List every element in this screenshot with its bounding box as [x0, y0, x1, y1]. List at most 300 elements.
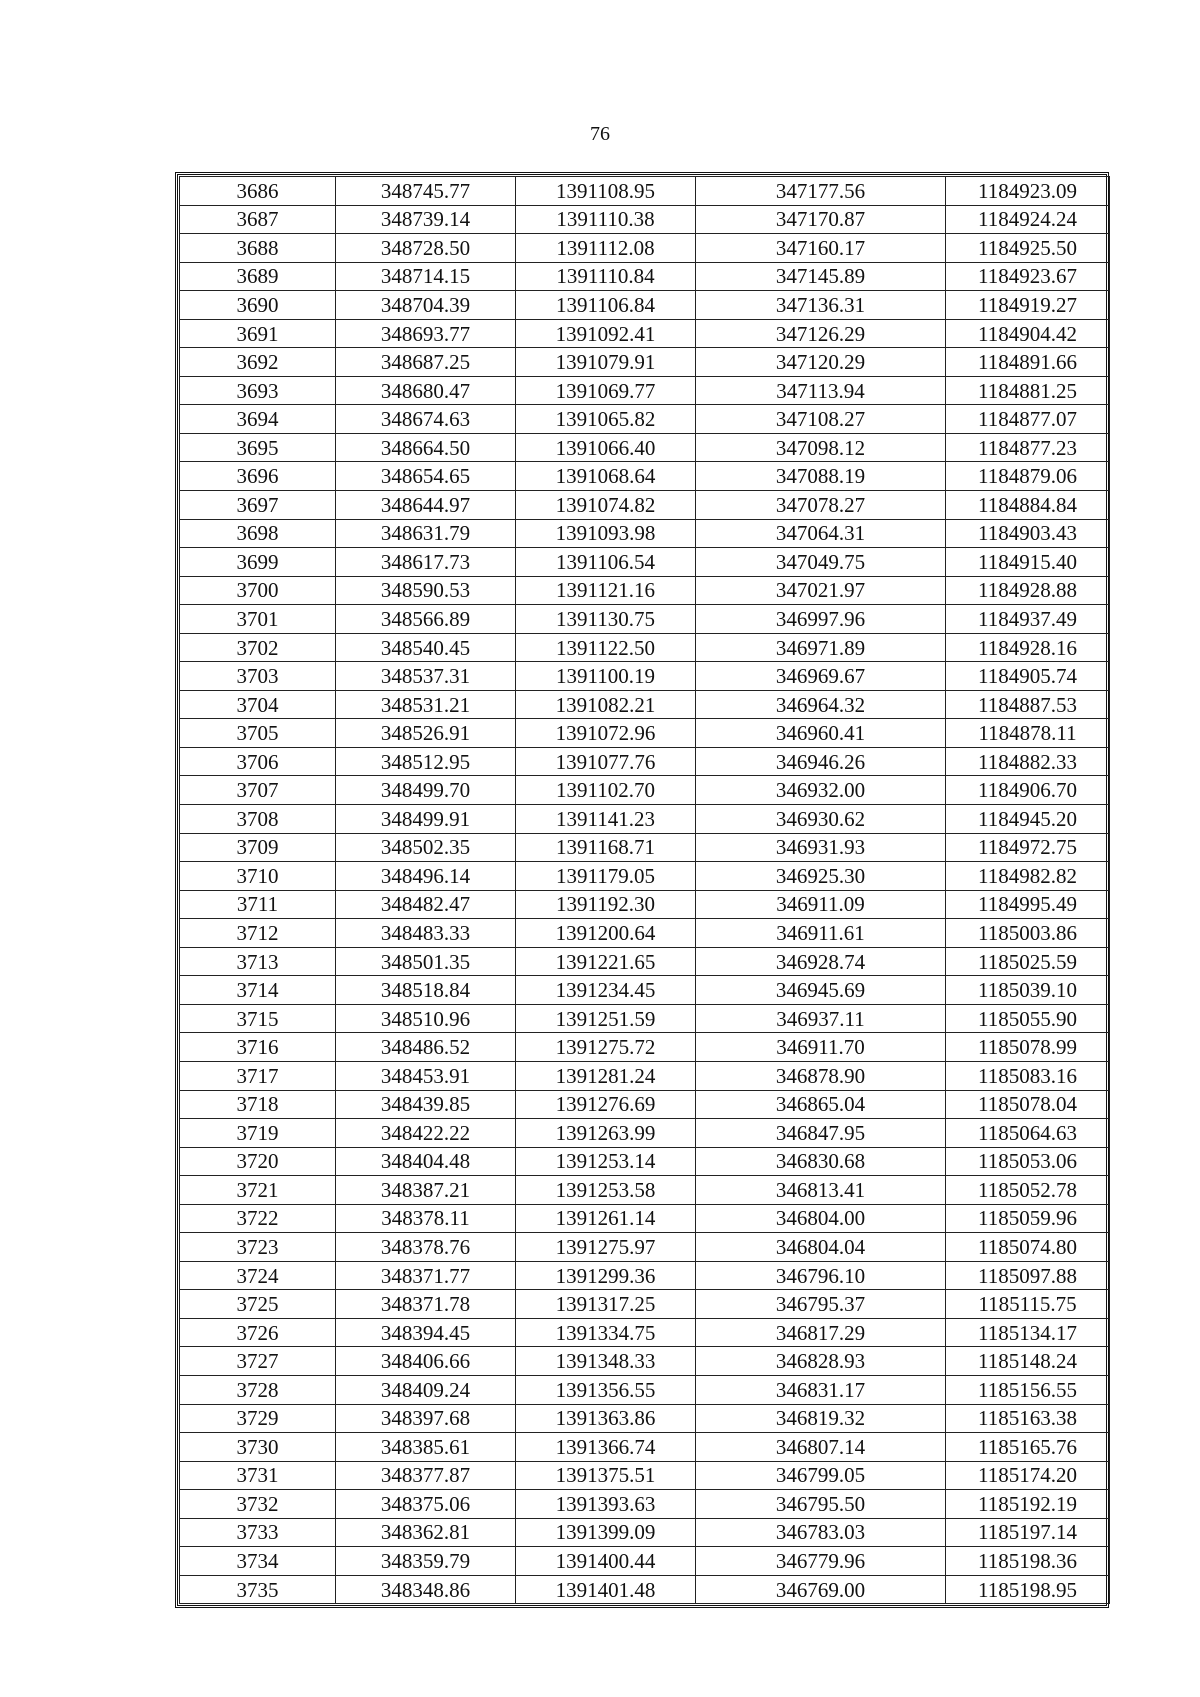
- table-row: [180, 1461, 1110, 1490]
- x-coordinate-cell: 348359.79: [336, 1547, 516, 1576]
- x-coordinate-cell: 348499.91: [336, 805, 516, 834]
- y-coordinate-cell: 1391072.96: [516, 719, 696, 748]
- y2-coordinate-cell: 1185059.96: [946, 1204, 1110, 1233]
- x-coordinate-cell: 348482.47: [336, 890, 516, 919]
- y-coordinate-cell: 1391192.30: [516, 890, 696, 919]
- table-row: [180, 348, 1110, 377]
- table-row: [180, 1033, 1110, 1062]
- x2-coordinate-cell: 346946.26: [696, 747, 946, 776]
- x2-coordinate-cell: 347108.27: [696, 405, 946, 434]
- point-number-cell: 3723: [180, 1233, 336, 1262]
- x-coordinate-cell: 348531.21: [336, 690, 516, 719]
- point-number-cell: 3714: [180, 976, 336, 1005]
- y2-coordinate-cell: 1185198.36: [946, 1547, 1110, 1576]
- x-coordinate-cell: 348674.63: [336, 405, 516, 434]
- x-coordinate-cell: 348499.70: [336, 776, 516, 805]
- table-row: [180, 833, 1110, 862]
- x-coordinate-cell: 348664.50: [336, 433, 516, 462]
- point-number-cell: 3693: [180, 376, 336, 405]
- table-row: [180, 433, 1110, 462]
- x-coordinate-cell: 348680.47: [336, 376, 516, 405]
- y2-coordinate-cell: 1185174.20: [946, 1461, 1110, 1490]
- point-number-cell: 3708: [180, 805, 336, 834]
- point-number-cell: 3713: [180, 947, 336, 976]
- y2-coordinate-cell: 1184882.33: [946, 747, 1110, 776]
- x-coordinate-cell: 348512.95: [336, 747, 516, 776]
- y2-coordinate-cell: 1184884.84: [946, 491, 1110, 520]
- y2-coordinate-cell: 1185097.88: [946, 1261, 1110, 1290]
- y2-coordinate-cell: 1185053.06: [946, 1147, 1110, 1176]
- x2-coordinate-cell: 347088.19: [696, 462, 946, 491]
- y2-coordinate-cell: 1184982.82: [946, 862, 1110, 891]
- table-row: [180, 177, 1110, 206]
- y2-coordinate-cell: 1184904.42: [946, 319, 1110, 348]
- x-coordinate-cell: 348371.77: [336, 1261, 516, 1290]
- point-number-cell: 3717: [180, 1061, 336, 1090]
- table-row: [180, 1176, 1110, 1205]
- table-row: [180, 976, 1110, 1005]
- y2-coordinate-cell: 1184925.50: [946, 234, 1110, 263]
- y2-coordinate-cell: 1184919.27: [946, 291, 1110, 320]
- table-row: [180, 805, 1110, 834]
- point-number-cell: 3715: [180, 1004, 336, 1033]
- y2-coordinate-cell: 1184877.23: [946, 433, 1110, 462]
- x2-coordinate-cell: 346969.67: [696, 662, 946, 691]
- point-number-cell: 3698: [180, 519, 336, 548]
- coordinates-table-body: [180, 177, 1110, 1604]
- y2-coordinate-cell: 1185039.10: [946, 976, 1110, 1005]
- y-coordinate-cell: 1391234.45: [516, 976, 696, 1005]
- y-coordinate-cell: 1391065.82: [516, 405, 696, 434]
- point-number-cell: 3725: [180, 1290, 336, 1319]
- y2-coordinate-cell: 1185134.17: [946, 1318, 1110, 1347]
- x2-coordinate-cell: 347126.29: [696, 319, 946, 348]
- x2-coordinate-cell: 347120.29: [696, 348, 946, 377]
- y-coordinate-cell: 1391100.19: [516, 662, 696, 691]
- x2-coordinate-cell: 346930.62: [696, 805, 946, 834]
- y-coordinate-cell: 1391122.50: [516, 633, 696, 662]
- table-row: [180, 747, 1110, 776]
- y2-coordinate-cell: 1185025.59: [946, 947, 1110, 976]
- table-row: [180, 719, 1110, 748]
- point-number-cell: 3732: [180, 1490, 336, 1519]
- coordinates-table-frame: [175, 172, 1109, 1608]
- x-coordinate-cell: 348617.73: [336, 548, 516, 577]
- y2-coordinate-cell: 1185115.75: [946, 1290, 1110, 1319]
- y2-coordinate-cell: 1184915.40: [946, 548, 1110, 577]
- table-row: [180, 519, 1110, 548]
- y2-coordinate-cell: 1185078.99: [946, 1033, 1110, 1062]
- y-coordinate-cell: 1391363.86: [516, 1404, 696, 1433]
- x2-coordinate-cell: 347078.27: [696, 491, 946, 520]
- point-number-cell: 3729: [180, 1404, 336, 1433]
- table-row: [180, 662, 1110, 691]
- table-row: [180, 633, 1110, 662]
- y2-coordinate-cell: 1185052.78: [946, 1176, 1110, 1205]
- point-number-cell: 3735: [180, 1575, 336, 1604]
- y2-coordinate-cell: 1184945.20: [946, 805, 1110, 834]
- x-coordinate-cell: 348540.45: [336, 633, 516, 662]
- point-number-cell: 3722: [180, 1204, 336, 1233]
- x2-coordinate-cell: 347160.17: [696, 234, 946, 263]
- table-row: [180, 690, 1110, 719]
- table-row: [180, 405, 1110, 434]
- y2-coordinate-cell: 1185078.04: [946, 1090, 1110, 1119]
- point-number-cell: 3720: [180, 1147, 336, 1176]
- y2-coordinate-cell: 1185083.16: [946, 1061, 1110, 1090]
- x2-coordinate-cell: 346795.37: [696, 1290, 946, 1319]
- y2-coordinate-cell: 1185064.63: [946, 1119, 1110, 1148]
- y-coordinate-cell: 1391066.40: [516, 433, 696, 462]
- x-coordinate-cell: 348654.65: [336, 462, 516, 491]
- x2-coordinate-cell: 346779.96: [696, 1547, 946, 1576]
- x-coordinate-cell: 348397.68: [336, 1404, 516, 1433]
- x-coordinate-cell: 348728.50: [336, 234, 516, 263]
- x2-coordinate-cell: 346971.89: [696, 633, 946, 662]
- x2-coordinate-cell: 347064.31: [696, 519, 946, 548]
- y2-coordinate-cell: 1185156.55: [946, 1375, 1110, 1404]
- y2-coordinate-cell: 1185197.14: [946, 1518, 1110, 1547]
- x-coordinate-cell: 348409.24: [336, 1375, 516, 1404]
- x2-coordinate-cell: 346928.74: [696, 947, 946, 976]
- x2-coordinate-cell: 347021.97: [696, 576, 946, 605]
- table-row: [180, 1490, 1110, 1519]
- x2-coordinate-cell: 346804.00: [696, 1204, 946, 1233]
- table-row: [180, 862, 1110, 891]
- point-number-cell: 3689: [180, 262, 336, 291]
- table-row: [180, 1404, 1110, 1433]
- coordinates-table: [179, 176, 1110, 1604]
- y2-coordinate-cell: 1184879.06: [946, 462, 1110, 491]
- table-row: [180, 1261, 1110, 1290]
- x-coordinate-cell: 348590.53: [336, 576, 516, 605]
- y-coordinate-cell: 1391221.65: [516, 947, 696, 976]
- y-coordinate-cell: 1391400.44: [516, 1547, 696, 1576]
- x-coordinate-cell: 348631.79: [336, 519, 516, 548]
- point-number-cell: 3697: [180, 491, 336, 520]
- x-coordinate-cell: 348453.91: [336, 1061, 516, 1090]
- y-coordinate-cell: 1391393.63: [516, 1490, 696, 1519]
- table-row: [180, 1004, 1110, 1033]
- y-coordinate-cell: 1391253.14: [516, 1147, 696, 1176]
- table-row: [180, 491, 1110, 520]
- x2-coordinate-cell: 347170.87: [696, 205, 946, 234]
- table-row: [180, 1518, 1110, 1547]
- point-number-cell: 3724: [180, 1261, 336, 1290]
- x-coordinate-cell: 348375.06: [336, 1490, 516, 1519]
- y2-coordinate-cell: 1184995.49: [946, 890, 1110, 919]
- point-number-cell: 3691: [180, 319, 336, 348]
- y-coordinate-cell: 1391200.64: [516, 919, 696, 948]
- table-row: [180, 1575, 1110, 1604]
- x2-coordinate-cell: 346911.70: [696, 1033, 946, 1062]
- y-coordinate-cell: 1391253.58: [516, 1176, 696, 1205]
- table-row: [180, 376, 1110, 405]
- x2-coordinate-cell: 346937.11: [696, 1004, 946, 1033]
- x-coordinate-cell: 348510.96: [336, 1004, 516, 1033]
- x-coordinate-cell: 348378.11: [336, 1204, 516, 1233]
- x2-coordinate-cell: 347145.89: [696, 262, 946, 291]
- table-row: [180, 1375, 1110, 1404]
- table-row: [180, 890, 1110, 919]
- x2-coordinate-cell: 346964.32: [696, 690, 946, 719]
- point-number-cell: 3731: [180, 1461, 336, 1490]
- point-number-cell: 3718: [180, 1090, 336, 1119]
- x-coordinate-cell: 348526.91: [336, 719, 516, 748]
- x-coordinate-cell: 348566.89: [336, 605, 516, 634]
- y2-coordinate-cell: 1185163.38: [946, 1404, 1110, 1433]
- y2-coordinate-cell: 1184923.67: [946, 262, 1110, 291]
- x2-coordinate-cell: 346960.41: [696, 719, 946, 748]
- table-row: [180, 234, 1110, 263]
- x2-coordinate-cell: 346831.17: [696, 1375, 946, 1404]
- x-coordinate-cell: 348483.33: [336, 919, 516, 948]
- x-coordinate-cell: 348496.14: [336, 862, 516, 891]
- x-coordinate-cell: 348687.25: [336, 348, 516, 377]
- y-coordinate-cell: 1391092.41: [516, 319, 696, 348]
- x-coordinate-cell: 348518.84: [336, 976, 516, 1005]
- y2-coordinate-cell: 1184906.70: [946, 776, 1110, 805]
- y-coordinate-cell: 1391110.38: [516, 205, 696, 234]
- y-coordinate-cell: 1391334.75: [516, 1318, 696, 1347]
- point-number-cell: 3690: [180, 291, 336, 320]
- x2-coordinate-cell: 346932.00: [696, 776, 946, 805]
- table-row: [180, 947, 1110, 976]
- point-number-cell: 3730: [180, 1433, 336, 1462]
- x2-coordinate-cell: 346783.03: [696, 1518, 946, 1547]
- x-coordinate-cell: 348704.39: [336, 291, 516, 320]
- y-coordinate-cell: 1391079.91: [516, 348, 696, 377]
- y-coordinate-cell: 1391356.55: [516, 1375, 696, 1404]
- y-coordinate-cell: 1391401.48: [516, 1575, 696, 1604]
- y-coordinate-cell: 1391399.09: [516, 1518, 696, 1547]
- y-coordinate-cell: 1391275.97: [516, 1233, 696, 1262]
- point-number-cell: 3700: [180, 576, 336, 605]
- table-row: [180, 291, 1110, 320]
- y-coordinate-cell: 1391348.33: [516, 1347, 696, 1376]
- y2-coordinate-cell: 1185165.76: [946, 1433, 1110, 1462]
- point-number-cell: 3707: [180, 776, 336, 805]
- x2-coordinate-cell: 346878.90: [696, 1061, 946, 1090]
- x2-coordinate-cell: 346830.68: [696, 1147, 946, 1176]
- y2-coordinate-cell: 1185003.86: [946, 919, 1110, 948]
- point-number-cell: 3692: [180, 348, 336, 377]
- x-coordinate-cell: 348714.15: [336, 262, 516, 291]
- y2-coordinate-cell: 1184928.16: [946, 633, 1110, 662]
- x2-coordinate-cell: 346817.29: [696, 1318, 946, 1347]
- point-number-cell: 3709: [180, 833, 336, 862]
- x-coordinate-cell: 348377.87: [336, 1461, 516, 1490]
- x2-coordinate-cell: 346769.00: [696, 1575, 946, 1604]
- y2-coordinate-cell: 1184877.07: [946, 405, 1110, 434]
- point-number-cell: 3733: [180, 1518, 336, 1547]
- table-row: [180, 319, 1110, 348]
- x2-coordinate-cell: 346911.61: [696, 919, 946, 948]
- y2-coordinate-cell: 1185192.19: [946, 1490, 1110, 1519]
- point-number-cell: 3703: [180, 662, 336, 691]
- x2-coordinate-cell: 346847.95: [696, 1119, 946, 1148]
- y2-coordinate-cell: 1184887.53: [946, 690, 1110, 719]
- table-row: [180, 262, 1110, 291]
- table-row: [180, 776, 1110, 805]
- x-coordinate-cell: 348371.78: [336, 1290, 516, 1319]
- y-coordinate-cell: 1391093.98: [516, 519, 696, 548]
- x2-coordinate-cell: 346945.69: [696, 976, 946, 1005]
- y-coordinate-cell: 1391108.95: [516, 177, 696, 206]
- table-row: [180, 605, 1110, 634]
- point-number-cell: 3687: [180, 205, 336, 234]
- x2-coordinate-cell: 346807.14: [696, 1433, 946, 1462]
- y-coordinate-cell: 1391317.25: [516, 1290, 696, 1319]
- y2-coordinate-cell: 1184905.74: [946, 662, 1110, 691]
- table-row: [180, 1061, 1110, 1090]
- point-number-cell: 3734: [180, 1547, 336, 1576]
- point-number-cell: 3719: [180, 1119, 336, 1148]
- table-row: [180, 1347, 1110, 1376]
- y-coordinate-cell: 1391106.84: [516, 291, 696, 320]
- x2-coordinate-cell: 346804.04: [696, 1233, 946, 1262]
- y2-coordinate-cell: 1185148.24: [946, 1347, 1110, 1376]
- point-number-cell: 3710: [180, 862, 336, 891]
- x-coordinate-cell: 348406.66: [336, 1347, 516, 1376]
- x2-coordinate-cell: 347049.75: [696, 548, 946, 577]
- x2-coordinate-cell: 346795.50: [696, 1490, 946, 1519]
- point-number-cell: 3716: [180, 1033, 336, 1062]
- y-coordinate-cell: 1391112.08: [516, 234, 696, 263]
- table-row: [180, 1204, 1110, 1233]
- table-row: [180, 1290, 1110, 1319]
- point-number-cell: 3699: [180, 548, 336, 577]
- y2-coordinate-cell: 1185074.80: [946, 1233, 1110, 1262]
- table-row: [180, 576, 1110, 605]
- x2-coordinate-cell: 346865.04: [696, 1090, 946, 1119]
- table-row: [180, 462, 1110, 491]
- y-coordinate-cell: 1391106.54: [516, 548, 696, 577]
- point-number-cell: 3712: [180, 919, 336, 948]
- x-coordinate-cell: 348439.85: [336, 1090, 516, 1119]
- y2-coordinate-cell: 1184972.75: [946, 833, 1110, 862]
- x-coordinate-cell: 348378.76: [336, 1233, 516, 1262]
- point-number-cell: 3726: [180, 1318, 336, 1347]
- point-number-cell: 3694: [180, 405, 336, 434]
- x-coordinate-cell: 348486.52: [336, 1033, 516, 1062]
- table-row: [180, 1318, 1110, 1347]
- table-row: [180, 1090, 1110, 1119]
- point-number-cell: 3721: [180, 1176, 336, 1205]
- x-coordinate-cell: 348502.35: [336, 833, 516, 862]
- table-row: [180, 1147, 1110, 1176]
- x2-coordinate-cell: 346813.41: [696, 1176, 946, 1205]
- x2-coordinate-cell: 346819.32: [696, 1404, 946, 1433]
- y-coordinate-cell: 1391366.74: [516, 1433, 696, 1462]
- point-number-cell: 3727: [180, 1347, 336, 1376]
- table-row: [180, 205, 1110, 234]
- x-coordinate-cell: 348745.77: [336, 177, 516, 206]
- point-number-cell: 3704: [180, 690, 336, 719]
- point-number-cell: 3705: [180, 719, 336, 748]
- x2-coordinate-cell: 346799.05: [696, 1461, 946, 1490]
- table-row: [180, 548, 1110, 577]
- y-coordinate-cell: 1391074.82: [516, 491, 696, 520]
- x2-coordinate-cell: 346911.09: [696, 890, 946, 919]
- x-coordinate-cell: 348422.22: [336, 1119, 516, 1148]
- point-number-cell: 3706: [180, 747, 336, 776]
- y-coordinate-cell: 1391375.51: [516, 1461, 696, 1490]
- y2-coordinate-cell: 1184878.11: [946, 719, 1110, 748]
- y-coordinate-cell: 1391102.70: [516, 776, 696, 805]
- x2-coordinate-cell: 347177.56: [696, 177, 946, 206]
- y-coordinate-cell: 1391263.99: [516, 1119, 696, 1148]
- x2-coordinate-cell: 346931.93: [696, 833, 946, 862]
- y-coordinate-cell: 1391275.72: [516, 1033, 696, 1062]
- x-coordinate-cell: 348537.31: [336, 662, 516, 691]
- point-number-cell: 3688: [180, 234, 336, 263]
- x-coordinate-cell: 348385.61: [336, 1433, 516, 1462]
- y-coordinate-cell: 1391179.05: [516, 862, 696, 891]
- y2-coordinate-cell: 1184891.66: [946, 348, 1110, 377]
- point-number-cell: 3701: [180, 605, 336, 634]
- y2-coordinate-cell: 1185198.95: [946, 1575, 1110, 1604]
- point-number-cell: 3696: [180, 462, 336, 491]
- x-coordinate-cell: 348394.45: [336, 1318, 516, 1347]
- x2-coordinate-cell: 347098.12: [696, 433, 946, 462]
- x2-coordinate-cell: 346796.10: [696, 1261, 946, 1290]
- x2-coordinate-cell: 346925.30: [696, 862, 946, 891]
- y-coordinate-cell: 1391276.69: [516, 1090, 696, 1119]
- x2-coordinate-cell: 346997.96: [696, 605, 946, 634]
- table-row: [180, 1433, 1110, 1462]
- point-number-cell: 3711: [180, 890, 336, 919]
- x-coordinate-cell: 348404.48: [336, 1147, 516, 1176]
- y-coordinate-cell: 1391069.77: [516, 376, 696, 405]
- y-coordinate-cell: 1391168.71: [516, 833, 696, 862]
- y2-coordinate-cell: 1184937.49: [946, 605, 1110, 634]
- x-coordinate-cell: 348739.14: [336, 205, 516, 234]
- x2-coordinate-cell: 346828.93: [696, 1347, 946, 1376]
- y-coordinate-cell: 1391130.75: [516, 605, 696, 634]
- y-coordinate-cell: 1391077.76: [516, 747, 696, 776]
- y-coordinate-cell: 1391121.16: [516, 576, 696, 605]
- y-coordinate-cell: 1391068.64: [516, 462, 696, 491]
- x-coordinate-cell: 348693.77: [336, 319, 516, 348]
- y-coordinate-cell: 1391281.24: [516, 1061, 696, 1090]
- y-coordinate-cell: 1391251.59: [516, 1004, 696, 1033]
- y2-coordinate-cell: 1184903.43: [946, 519, 1110, 548]
- x-coordinate-cell: 348387.21: [336, 1176, 516, 1205]
- y-coordinate-cell: 1391261.14: [516, 1204, 696, 1233]
- table-row: [180, 1119, 1110, 1148]
- x-coordinate-cell: 348348.86: [336, 1575, 516, 1604]
- y-coordinate-cell: 1391299.36: [516, 1261, 696, 1290]
- point-number-cell: 3702: [180, 633, 336, 662]
- x2-coordinate-cell: 347136.31: [696, 291, 946, 320]
- x-coordinate-cell: 348501.35: [336, 947, 516, 976]
- x2-coordinate-cell: 347113.94: [696, 376, 946, 405]
- x-coordinate-cell: 348644.97: [336, 491, 516, 520]
- y2-coordinate-cell: 1184924.24: [946, 205, 1110, 234]
- y2-coordinate-cell: 1184923.09: [946, 177, 1110, 206]
- table-row: [180, 1547, 1110, 1576]
- page-number: 76: [590, 123, 610, 145]
- point-number-cell: 3728: [180, 1375, 336, 1404]
- y2-coordinate-cell: 1184928.88: [946, 576, 1110, 605]
- point-number-cell: 3686: [180, 177, 336, 206]
- y-coordinate-cell: 1391141.23: [516, 805, 696, 834]
- x-coordinate-cell: 348362.81: [336, 1518, 516, 1547]
- point-number-cell: 3695: [180, 433, 336, 462]
- table-row: [180, 919, 1110, 948]
- table-row: [180, 1233, 1110, 1262]
